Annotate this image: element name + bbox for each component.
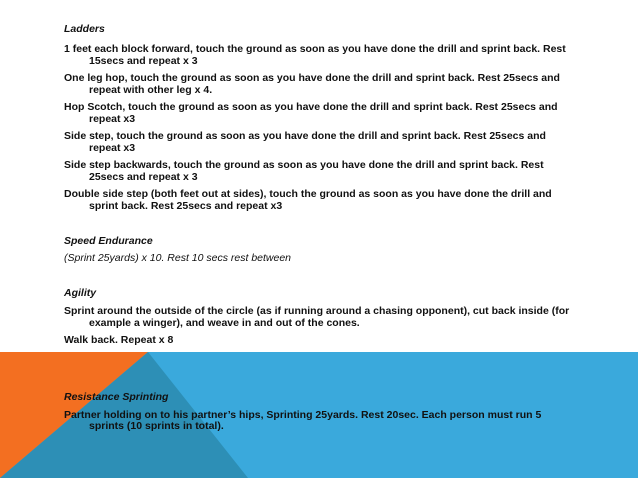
- ladders-item-2: One leg hop, touch the ground as soon as you have done the drill and sprint back. Rest 25secs and repeat with other leg x 4.: [64, 72, 560, 96]
- agility-heading: Agility: [64, 287, 97, 299]
- resistance-heading: Resistance Sprinting: [64, 390, 169, 403]
- ladders-item-3: Hop Scotch, touch the ground as soon as you have done the drill and sprint back. Rest 25secs and repeat x3: [64, 101, 558, 125]
- resistance-item-1: Partner holding on to his partner’s hips, Sprinting 25yards. Rest 20sec. Each person must run 5 sprints (10 sprints in total).: [64, 408, 542, 432]
- speed-endurance-detail: (Sprint 25yards) x 10. Rest 10 secs rest between: [64, 252, 292, 264]
- slide-content: [64, 23, 579, 433]
- speed-endurance-heading: Speed Endurance: [64, 235, 153, 247]
- agility-item-1: Sprint around the outside of the circle (as if running around a chasing opponent), cut back inside (for example a winger), and weave in and out of the cones.: [64, 305, 570, 329]
- ladders-item-4: Side step, touch the ground as soon as you have done the drill and sprint back. Rest 25secs and repeat x3: [64, 130, 546, 154]
- ladders-item-5: Side step backwards, touch the ground as soon as you have done the drill and sprint back. Rest 25secs and repeat x 3: [64, 159, 544, 183]
- agility-item-2: Walk back. Repeat x 8: [64, 334, 174, 346]
- ladders-heading: Ladders: [64, 23, 105, 35]
- ladders-item-6: Double side step (both feet out at sides), touch the ground as soon as you have done the drill and sprint back. Rest 25secs and repeat x3: [64, 188, 552, 212]
- ladders-item-1: 1 feet each block forward, touch the ground as soon as you have done the drill and sprint back. Rest 15secs and repeat x 3: [64, 43, 566, 67]
